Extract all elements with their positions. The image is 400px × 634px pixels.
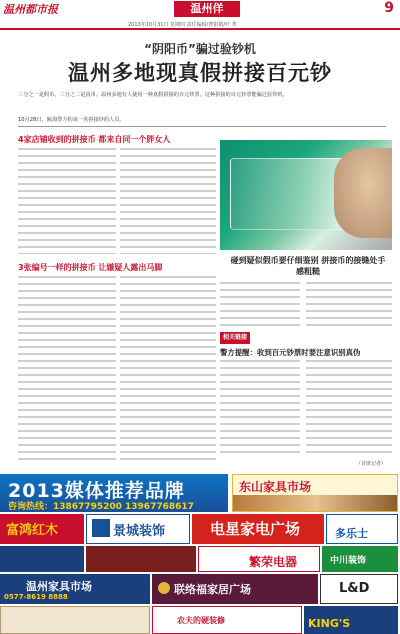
lianzhong-logo-icon [158,582,170,594]
body-column-4 [120,276,216,462]
banknote-photo [220,140,392,250]
jingcheng-logo-icon [92,519,110,537]
ad-lianzhong-title: 联络福家居广场 [174,583,251,596]
police-tip-headline: 警方提醒：收到百元钞票时要注意识别真伪 [220,348,361,357]
body-column-6 [306,282,392,328]
article-lead: 三分之一是假币，三分之二是真币。温州多地有人使用一种真假拼接的百元钞票，这种拼接的百元钞票能骗过验钞机。 [18,92,288,98]
ad-jingcheng[interactable] [86,514,190,544]
body-column-1 [18,148,116,254]
media-brand-banner[interactable] [0,474,228,512]
ad-zhongchuan[interactable] [322,546,398,572]
article-kicker: “阴阳币”骗过验钞机 [144,42,256,56]
related-link-tag: 相关链接 [220,332,250,344]
ad-wenzhou-furniture[interactable] [0,574,150,604]
ad-fuhong-title: 富鸿红木 [6,523,59,538]
ad-fuhong[interactable] [0,514,84,544]
banknote-image [230,158,350,230]
reporter-credit: （首席记者） [355,461,386,467]
page-number: 9 [384,0,394,16]
article-byline: 10月28日，瓯海警方约谈一名拼接钞的人员。 [18,117,125,123]
ad-ld[interactable] [320,574,398,604]
ad-duole[interactable] [326,514,398,544]
body-column-5 [220,282,300,328]
ad-xinjie[interactable] [86,546,196,572]
ad-lianzhong[interactable] [152,574,318,604]
ad-kings-title: KING'S [308,617,351,630]
body-column-7 [220,360,300,458]
ad-east-furniture-title: 东山家具市场 [239,480,312,494]
ad-kings[interactable] [304,606,398,634]
section-label: 温州佯 [174,1,240,17]
ad-dianjia[interactable] [192,514,324,544]
issue-meta: 2013年10月31日 星期四 责任编辑/曹银鹤/叶 菁 [128,22,237,28]
subhead-first: 4家店铺收到的拼接币 都来自同一个胖女人 [18,135,171,144]
ad-dianjia-title: 电星家电广场 [210,520,301,538]
banner-title: 2013媒体推荐品牌 [8,480,185,502]
ad-wenzhou-furniture-title: 温州家具市场 [26,580,92,593]
header-divider [0,28,400,30]
ad-east-furniture-photo [233,495,398,512]
banner-phone: 咨询热线：13867795200 13967768617 [8,502,194,512]
lead-divider [18,126,386,127]
ad-duole-title: 多乐士 [335,527,368,540]
ad-ld-title: L&D [339,581,370,596]
photo-caption: 碰到疑似假币要仔细鉴别 拼接币的接缝处手感粗糙 [230,256,386,276]
masthead [0,0,400,18]
ad-bottom-left[interactable] [0,606,150,634]
ad-shijie[interactable] [0,546,84,572]
newspaper-logo: 温州都市报 [3,3,58,16]
ad-bottom-center-title: 农夫的硬装修 [177,616,225,625]
ad-zhongchuan-title: 中川装饰 [330,556,367,566]
body-column-8 [306,360,392,458]
body-column-3 [18,276,116,462]
ad-jingcheng-title: 景城装饰 [113,524,166,539]
body-column-2 [120,148,216,254]
ad-east-furniture[interactable] [232,474,398,512]
hand-image [334,148,392,238]
ad-tiancheng[interactable] [198,546,320,572]
ad-tiancheng-title: 繁荣电器 [249,555,298,569]
ad-bottom-center[interactable] [152,606,302,634]
ad-wenzhou-furniture-phone: 0577-8619 8888 [4,593,68,601]
subhead-second: 3张编号一样的拼接币 让嫌疑人露出马脚 [18,263,163,272]
article-headline: 温州多地现真假拼接百元钞 [68,61,332,85]
